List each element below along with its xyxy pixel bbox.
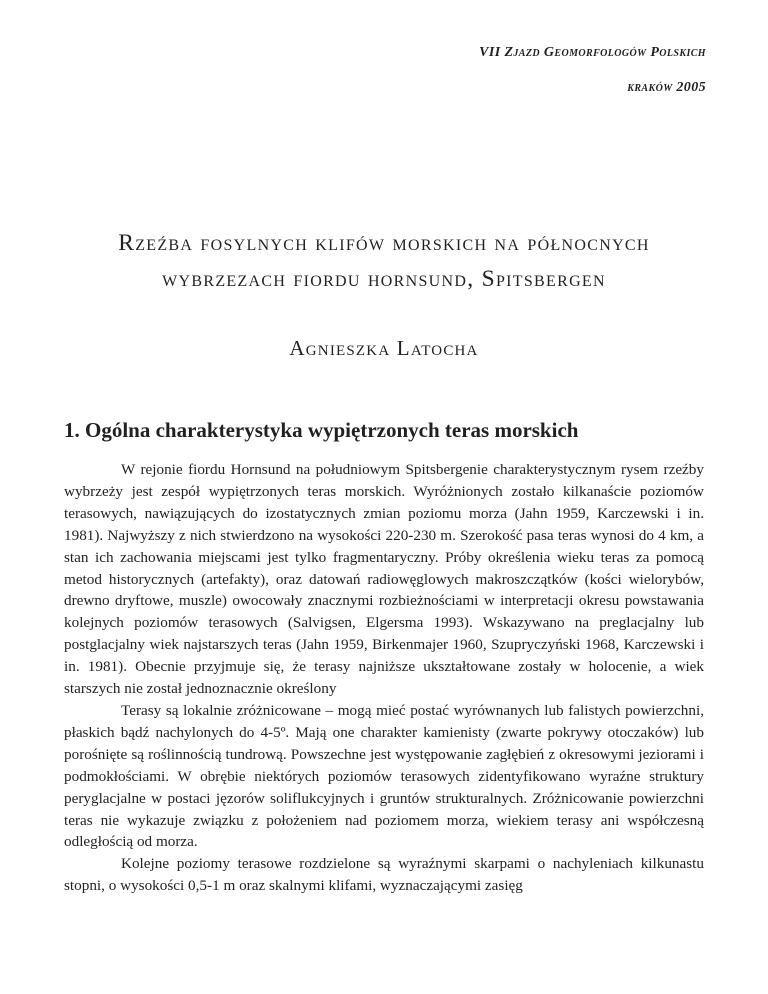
conference-place-year: kraków 2005 [627, 79, 706, 95]
conference-name: VII Zjazd Geomorfologów Polskich [479, 45, 706, 60]
paragraph: Terasy są lokalnie zróżnicowane – mogą mieć postać wyrównanych lub falistych powierzchni, płaskich bądź nachylonych do 4-5º. Mają one charakter kamienisty (zwarte pokrywy otoczaków) lub porośnięte są roślinnością tundrową. Powszechne jest występowanie zagłębień z okresowymi jeziorami i podmokłościami. W obrębie niektórych poziomów terasowych zidentyfikowano wyraźne struktury peryglacjalne w postaci jęzorów soliflukcyjnych i gruntów strukturalnych. Zróżnicowanie powierzchni teras nie wykazuje związku z położeniem nad poziomem morza, wiekiem terasy ani współczesną odległością od morza. [64, 701, 704, 851]
paragraph: W rejonie fiordu Hornsund na południowym Spitsbergenie charakterystycznym rysem rzeźby wybrzeży jest zespół wypiętrzonych teras morskich. Wyróżnionych zostało kilkanaście poziomów terasowych, nawiązujących do izostatycznych zmian poziomu morza (Jahn 1959, Karczewski i in. 1981). Najwyższy z nich stwierdzono na wysokości 220-230 m. Szerokość pasa teras wynosi do 4 km, a stan ich zachowania miejscami jest tylko fragmentaryczny. Próby określenia wieku teras za pomocą metod historycznych (artefakty), oraz datowań radiowęglowych makroszczątków (kości wielorybów, drewno dryftowe, muszle) owocowały znacznymi rozbieżnościami w interpretacji okresu powstawania kolejnych poziomów terasowych (Salvigsen, Elgersma 1993). Wskazywano na preglacjalny lub postglacjalny wiek najstarszych teras (Jahn 1959, Birkenmajer 1960, Szupryczyński 1968, Karczewski i in. 1981). Obecnie przyjmuje się, że terasy najniższe ukształtowane zostały w holocenie, a wiek starszych nie został jednoznacznie określony [64, 461, 704, 698]
body-text [64, 459, 704, 897]
conference-header [479, 40, 706, 101]
author-name: Agnieszka Latocha [289, 336, 479, 360]
paragraph: Kolejne poziomy terasowe rozdzielone są wyraźnymi skarpami o nachyleniach kilkunastu stopni, o wysokości 0,5-1 m oraz skalnymi klifami, wyznaczającymi zasięg [64, 855, 704, 895]
paper-title-line-1: Rzeźba fosylnych klifów morskich na północnych [118, 230, 650, 256]
section-heading: 1. Ogólna charakterystyka wypiętrzonych teras morskich [64, 418, 579, 442]
paper-title-line-2: wybrzezach fiordu hornsund, Spitsbergen [162, 266, 606, 293]
paper-title [0, 225, 768, 298]
